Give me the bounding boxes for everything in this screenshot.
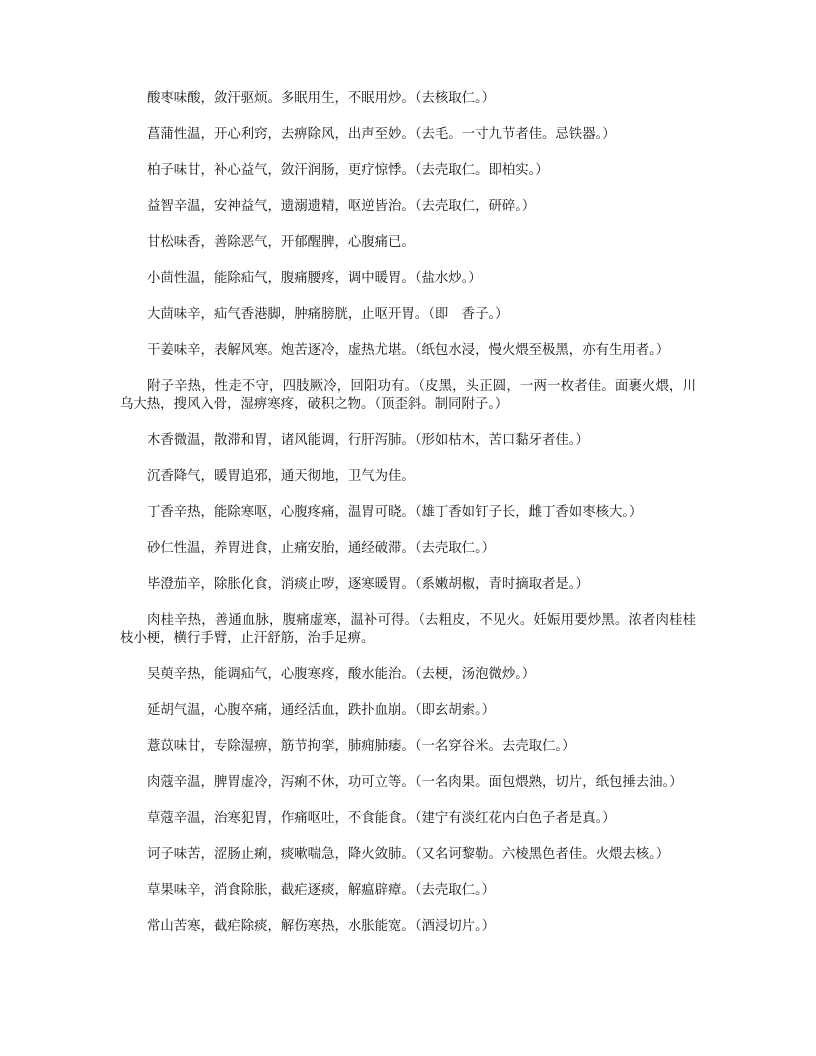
entry-changpu: 菖蒲性温，开心利窍，去痹除风，出声至妙。（去毛。一寸九节者佳。忌铁器。） — [147, 127, 616, 142]
entry-fuzi: 附子辛热，性走不守，四肢厥冷，回阳功有。（皮黑，头正圆，一两一枚者佳。面裹火煨，川乌大热，搜风入骨，湿痹寒疼，破积之物。（顶歪斜。制同附子。） — [120, 379, 696, 412]
entry-dingxiang: 丁香辛热，能除寒呕，心腹疼痛，温胃可晓。（雄丁香如钉子长，雌丁香如枣核大。） — [147, 505, 643, 520]
entry-hezi: 诃子味苦，涩肠止痢，痰嗽喘急，降火敛肺。（又名诃黎勒。六棱黑色者佳。火煨去核。） — [147, 847, 670, 862]
entry-dahui: 大茴味辛，疝气香港脚，肿痛膀胱，止呕开胃。（即 香子。） — [147, 307, 509, 322]
entry-roukou: 肉蔻辛温，脾胃虚冷，泻痢不休，功可立等。（一名肉果。面包煨熟，切片，纸包捶去油。） — [147, 775, 683, 790]
entry-gansong: 甘松味香，善除恶气，开郁醒脾，心腹痛已。 — [147, 235, 415, 250]
entry-yizhi: 益智辛温，安神益气，遗溺遗精，呕逆皆治。（去壳取仁，研碎。） — [147, 199, 536, 214]
entry-caokou: 草蔻辛温，治寒犯胃，作痛呕吐，不食能食。（建宁有淡红花内白色子者是真。） — [147, 811, 616, 826]
entry-rougui: 肉桂辛热，善通血脉，腹痛虚寒，温补可得。（去粗皮，不见火。妊娠用要炒黑。浓者肉桂桂枝小梗，横行手臂，止汗舒筋，治手足痹。 — [120, 613, 696, 646]
entry-xiaohui: 小茴性温，能除疝气，腹痛腰疼，调中暖胃。（盐水炒。） — [147, 271, 482, 286]
entry-sharen: 砂仁性温，养胃进食，止痛安胎，通经破滞。（去壳取仁。） — [147, 541, 496, 556]
entry-wuyu: 吴萸辛热，能调疝气，心腹寒疼，酸水能治。（去梗，汤泡微炒。） — [147, 667, 536, 682]
entry-suanzao: 酸枣味酸，敛汗驱烦。多眠用生，不眠用炒。（去核取仁。） — [147, 91, 496, 106]
entry-yiyi: 薏苡味甘，专除湿痹，筋节拘挛，肺痈肺痿。（一名穿谷米。去壳取仁。） — [147, 739, 576, 754]
entry-caoguo: 草果味辛，消食除胀，截疟逐痰，解瘟辟瘴。（去壳取仁。） — [147, 883, 496, 898]
entry-yanhu: 延胡气温，心腹卒痛，通经活血，跌扑血崩。（即玄胡索。） — [147, 703, 496, 718]
document-page — [120, 90, 696, 954]
entry-changshan: 常山苦寒，截疟除痰，解伤寒热，水胀能宽。（酒浸切片。） — [147, 919, 496, 934]
entry-bichengqie: 毕澄茄辛，除胀化食，消痰止哕，逐寒暖胃。（系嫩胡椒，青时摘取者是。） — [147, 577, 589, 592]
entry-chenxiang: 沉香降气，暖胃追邪，通天彻地，卫气为佳。 — [147, 469, 415, 484]
entry-ganjiang: 干姜味辛，表解风寒。炮苦逐冷，虚热尤堪。（纸包水浸，慢火煨至极黑，亦有生用者。） — [147, 343, 670, 358]
entry-muxiang: 木香微温，散滞和胃，诸风能调，行肝泻肺。（形如枯木，苦口黏牙者佳。） — [147, 433, 589, 448]
entry-baizi: 柏子味甘，补心益气，敛汗润肠，更疗惊悸。（去壳取仁。即柏实。） — [147, 163, 549, 178]
